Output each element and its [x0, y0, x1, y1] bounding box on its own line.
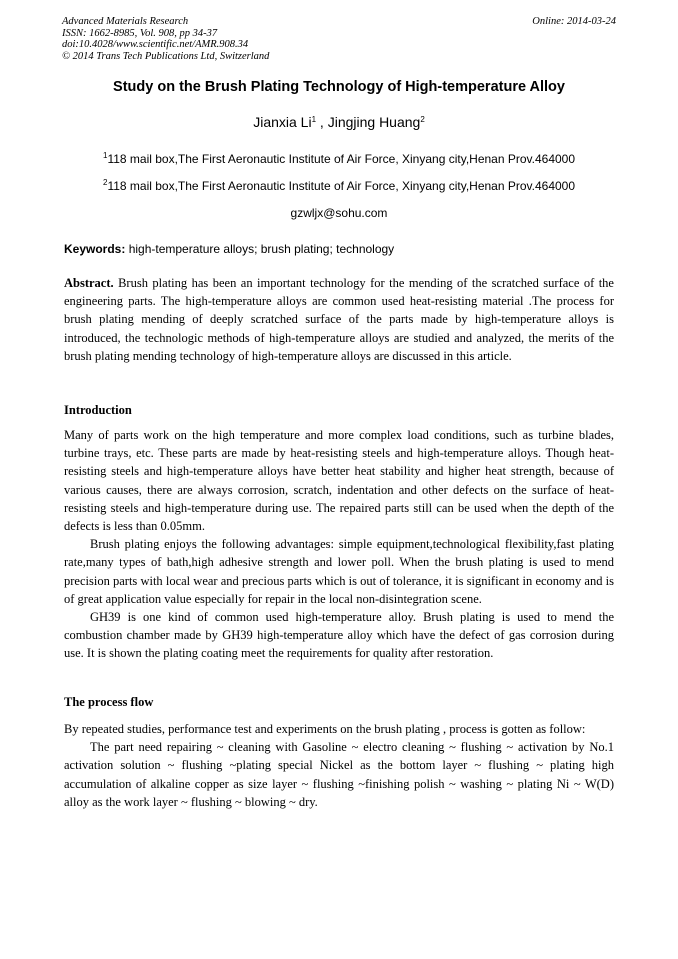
author-email[interactable]: gzwljx@sohu.com	[290, 206, 388, 220]
journal-name: Advanced Materials Research	[62, 16, 189, 27]
author-1: Jianxia Li	[253, 114, 312, 130]
abstract-block	[64, 274, 614, 365]
affiliation-2	[40, 179, 638, 193]
process-flow-body	[64, 720, 614, 811]
process-flow-paragraph-2: The part need repairing ~ cleaning with Gasoline ~ electro cleaning ~ flushing ~ activation by No.1 activation solution ~ flushing ~plating special Nickel as the bottom layer ~ flushing ~ plating high accumulation of alkaline copper as size layer ~ flushing ~finishing polish ~ washing ~ plating Ni ~ W(D) alloy as the work layer ~ flushing ~ blowing ~ dry.	[64, 740, 614, 809]
affiliation-1-sup: 1	[102, 151, 108, 160]
abstract-label: Abstract.	[64, 276, 114, 290]
copyright-line: © 2014 Trans Tech Publications Ltd, Switzerland	[62, 50, 270, 62]
introduction-heading: Introduction	[64, 403, 132, 417]
online-date: Online: 2014-03-24	[532, 16, 616, 27]
keywords-label: Keywords:	[64, 242, 126, 256]
affiliation-1	[40, 152, 638, 166]
journal-header	[62, 16, 269, 62]
author-separator: ,	[316, 114, 328, 130]
affiliation-1-text: 118 mail box,The First Aeronautic Institute of Air Force, Xinyang city,Henan Prov.464000	[107, 152, 576, 166]
author-line	[40, 114, 638, 130]
affiliation-2-text: 118 mail box,The First Aeronautic Institute of Air Force, Xinyang city,Henan Prov.464000	[107, 179, 576, 193]
introduction-paragraph-1: Many of parts work on the high temperature and more complex load conditions, such as turbine blades, turbine trays, etc. These parts are made by heat-resisting steels and high-temperature alloys. Though heat-resisting steels and high-temperature alloys have better heat stability and higher heat strength, because of various causes, there are always corrosion, scratch, indentation and other defects on the surface of heat-resisting steels and high-temperature during use. The repaired parts still can be used when the depth of the defects is less than 0.05mm.	[64, 428, 614, 534]
author-2-sup: 2	[420, 115, 425, 124]
introduction-paragraph-2: Brush plating enjoys the following advantages: simple equipment,technological flexibility,fast plating rate,many types of bath,high adhesive strength and lower poll. When the brush plating is used to mend precision parts with local wear and precious parts which is out of tolerance, it is significant in economy and is of great application value especially for repair in the local non-disintegration scene.	[64, 537, 614, 606]
introduction-paragraph-3: GH39 is one kind of common used high-temperature alloy. Brush plating is used to mend the combustion chamber made by GH39 high-temperature alloy which have the defect of gas corrosion during use. It is shown the plating coating meet the requirements for quality after restoration.	[64, 610, 614, 661]
author-2: Jingjing Huang	[327, 114, 421, 130]
process-flow-paragraph-1: By repeated studies, performance test and experiments on the brush plating , process is gotten as follow:	[64, 722, 586, 736]
author-1-sup: 1	[311, 115, 317, 124]
doi-line[interactable]: doi:10.4028/www.scientific.net/AMR.908.34	[62, 39, 249, 50]
abstract-text: Brush plating has been an important technology for the mending of the scratched surface of the engineering parts. The high-temperature alloys are common used heat-resisting material .The process for brush plating mending of deeply scratched surface of the parts made by high-temperature alloys is introduced, the technologic methods of high-temperature alloys are studied and analyzed, the merits of the brush plating mending technology of high-temperature alloys are discussed in this article.	[64, 276, 614, 363]
paper-title: Study on the Brush Plating Technology of High-temperature Alloy	[113, 79, 565, 95]
issn-line: ISSN: 1662-8985, Vol. 908, pp 34-37	[62, 27, 218, 39]
keywords-text: high-temperature alloys; brush plating; technology	[125, 242, 395, 256]
introduction-body	[64, 426, 614, 663]
keywords-line	[64, 242, 614, 256]
affiliation-2-sup: 2	[102, 178, 108, 187]
process-flow-heading: The process flow	[64, 695, 154, 709]
